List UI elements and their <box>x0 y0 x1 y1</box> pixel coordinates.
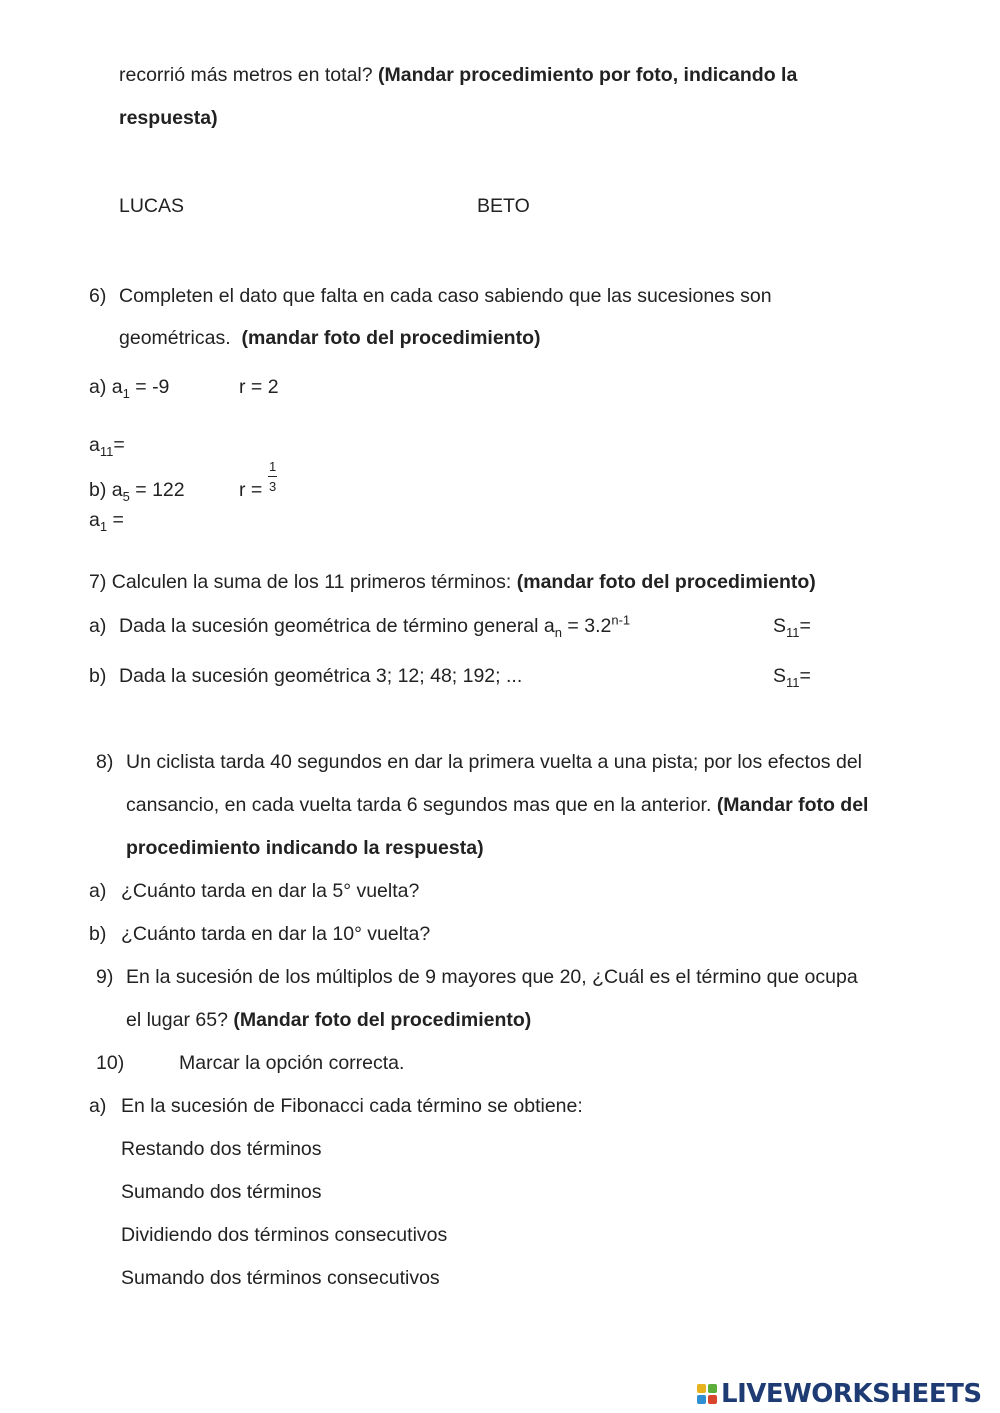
q10-option-1[interactable]: Restando dos términos <box>121 1138 322 1160</box>
q7b-sum: $S_{11}=$ <box>773 665 811 690</box>
name-beto: BETO <box>477 195 530 217</box>
q6b-a5: b) $a_5 = 122$ <box>89 479 185 504</box>
q6-text-2: geométricas. (mandar foto del procedimiento) <box>119 327 541 349</box>
q10-number: 10) <box>96 1052 125 1074</box>
logo-square-3 <box>697 1395 706 1404</box>
q7-text: 7) Calculen la suma de los 11 primeros términos: (mandar foto del procedimiento) <box>89 571 816 593</box>
q8a-text: ¿Cuánto tarda en dar la 5° vuelta? <box>121 880 420 902</box>
q10-text: Marcar la opción correcta. <box>179 1052 405 1074</box>
q10-option-3[interactable]: Dividiendo dos términos consecutivos <box>121 1224 448 1246</box>
q8b-text: ¿Cuánto tarda en dar la 10° vuelta? <box>121 923 431 945</box>
q6b-ratio-label: r = <box>239 479 263 501</box>
q10-option-2[interactable]: Sumando dos términos <box>121 1181 322 1203</box>
q9-number: 9) <box>96 966 114 988</box>
intro-line-2: respuesta) <box>119 107 218 129</box>
liveworksheets-logo <box>697 1380 982 1408</box>
liveworksheets-logo-icon <box>697 1384 717 1404</box>
q9-text-2: el lugar 65? (Mandar foto del procedimiento) <box>126 1009 532 1031</box>
q8-text-3: procedimiento indicando la respuesta) <box>126 837 484 859</box>
q8-text-1: Un ciclista tarda 40 segundos en dar la primera vuelta a una pista; por los efectos del <box>126 751 863 773</box>
logo-square-1 <box>697 1384 706 1393</box>
name-lucas: LUCAS <box>119 195 185 217</box>
q7a-number: a) <box>89 615 107 637</box>
q7b-text: Dada la sucesión geométrica 3; 12; 48; 192; ... <box>119 665 523 687</box>
intro-line-1: recorrió más metros en total? (Mandar procedimiento por foto, indicando la <box>119 64 798 86</box>
q6b-a1: $a_1$ = <box>89 509 124 534</box>
q6-number: 6) <box>89 285 107 307</box>
logo-square-4 <box>708 1395 717 1404</box>
q6a-a11: $a_{11}=$ <box>89 434 125 459</box>
q6a-a1: a) $a_1 = -9$ <box>89 376 170 401</box>
q10a-number: a) <box>89 1095 107 1117</box>
q7a-text: Dada la sucesión geométrica de término general $a_n = 3.2^{n-1}$ <box>119 612 631 640</box>
q8-number: 8) <box>96 751 114 773</box>
q8-text-2: cansancio, en cada vuelta tarda 6 segundos mas que en la anterior. (Mandar foto del <box>126 794 869 816</box>
q8b-number: b) <box>89 923 107 945</box>
q10-option-4[interactable]: Sumando dos términos consecutivos <box>121 1267 440 1289</box>
q7a-sum: $S_{11}=$ <box>773 615 811 640</box>
q7b-number: b) <box>89 665 107 687</box>
fraction-denominator: 3 <box>269 478 277 494</box>
q9-text-1: En la sucesión de los múltiplos de 9 mayores que 20, ¿Cuál es el término que ocupa <box>126 966 858 988</box>
q6b-ratio-fraction <box>265 460 277 493</box>
fraction-numerator: 1 <box>268 460 277 477</box>
logo-square-2 <box>708 1384 717 1393</box>
q10a-text: En la sucesión de Fibonacci cada término se obtiene: <box>121 1095 583 1117</box>
q6a-ratio: r = 2 <box>239 376 279 398</box>
q6-text-1: Completen el dato que falta en cada caso sabiendo que las sucesiones son <box>119 285 772 307</box>
q8a-number: a) <box>89 880 107 902</box>
liveworksheets-logo-text: LIVEWORKSHEETS <box>721 1379 982 1409</box>
